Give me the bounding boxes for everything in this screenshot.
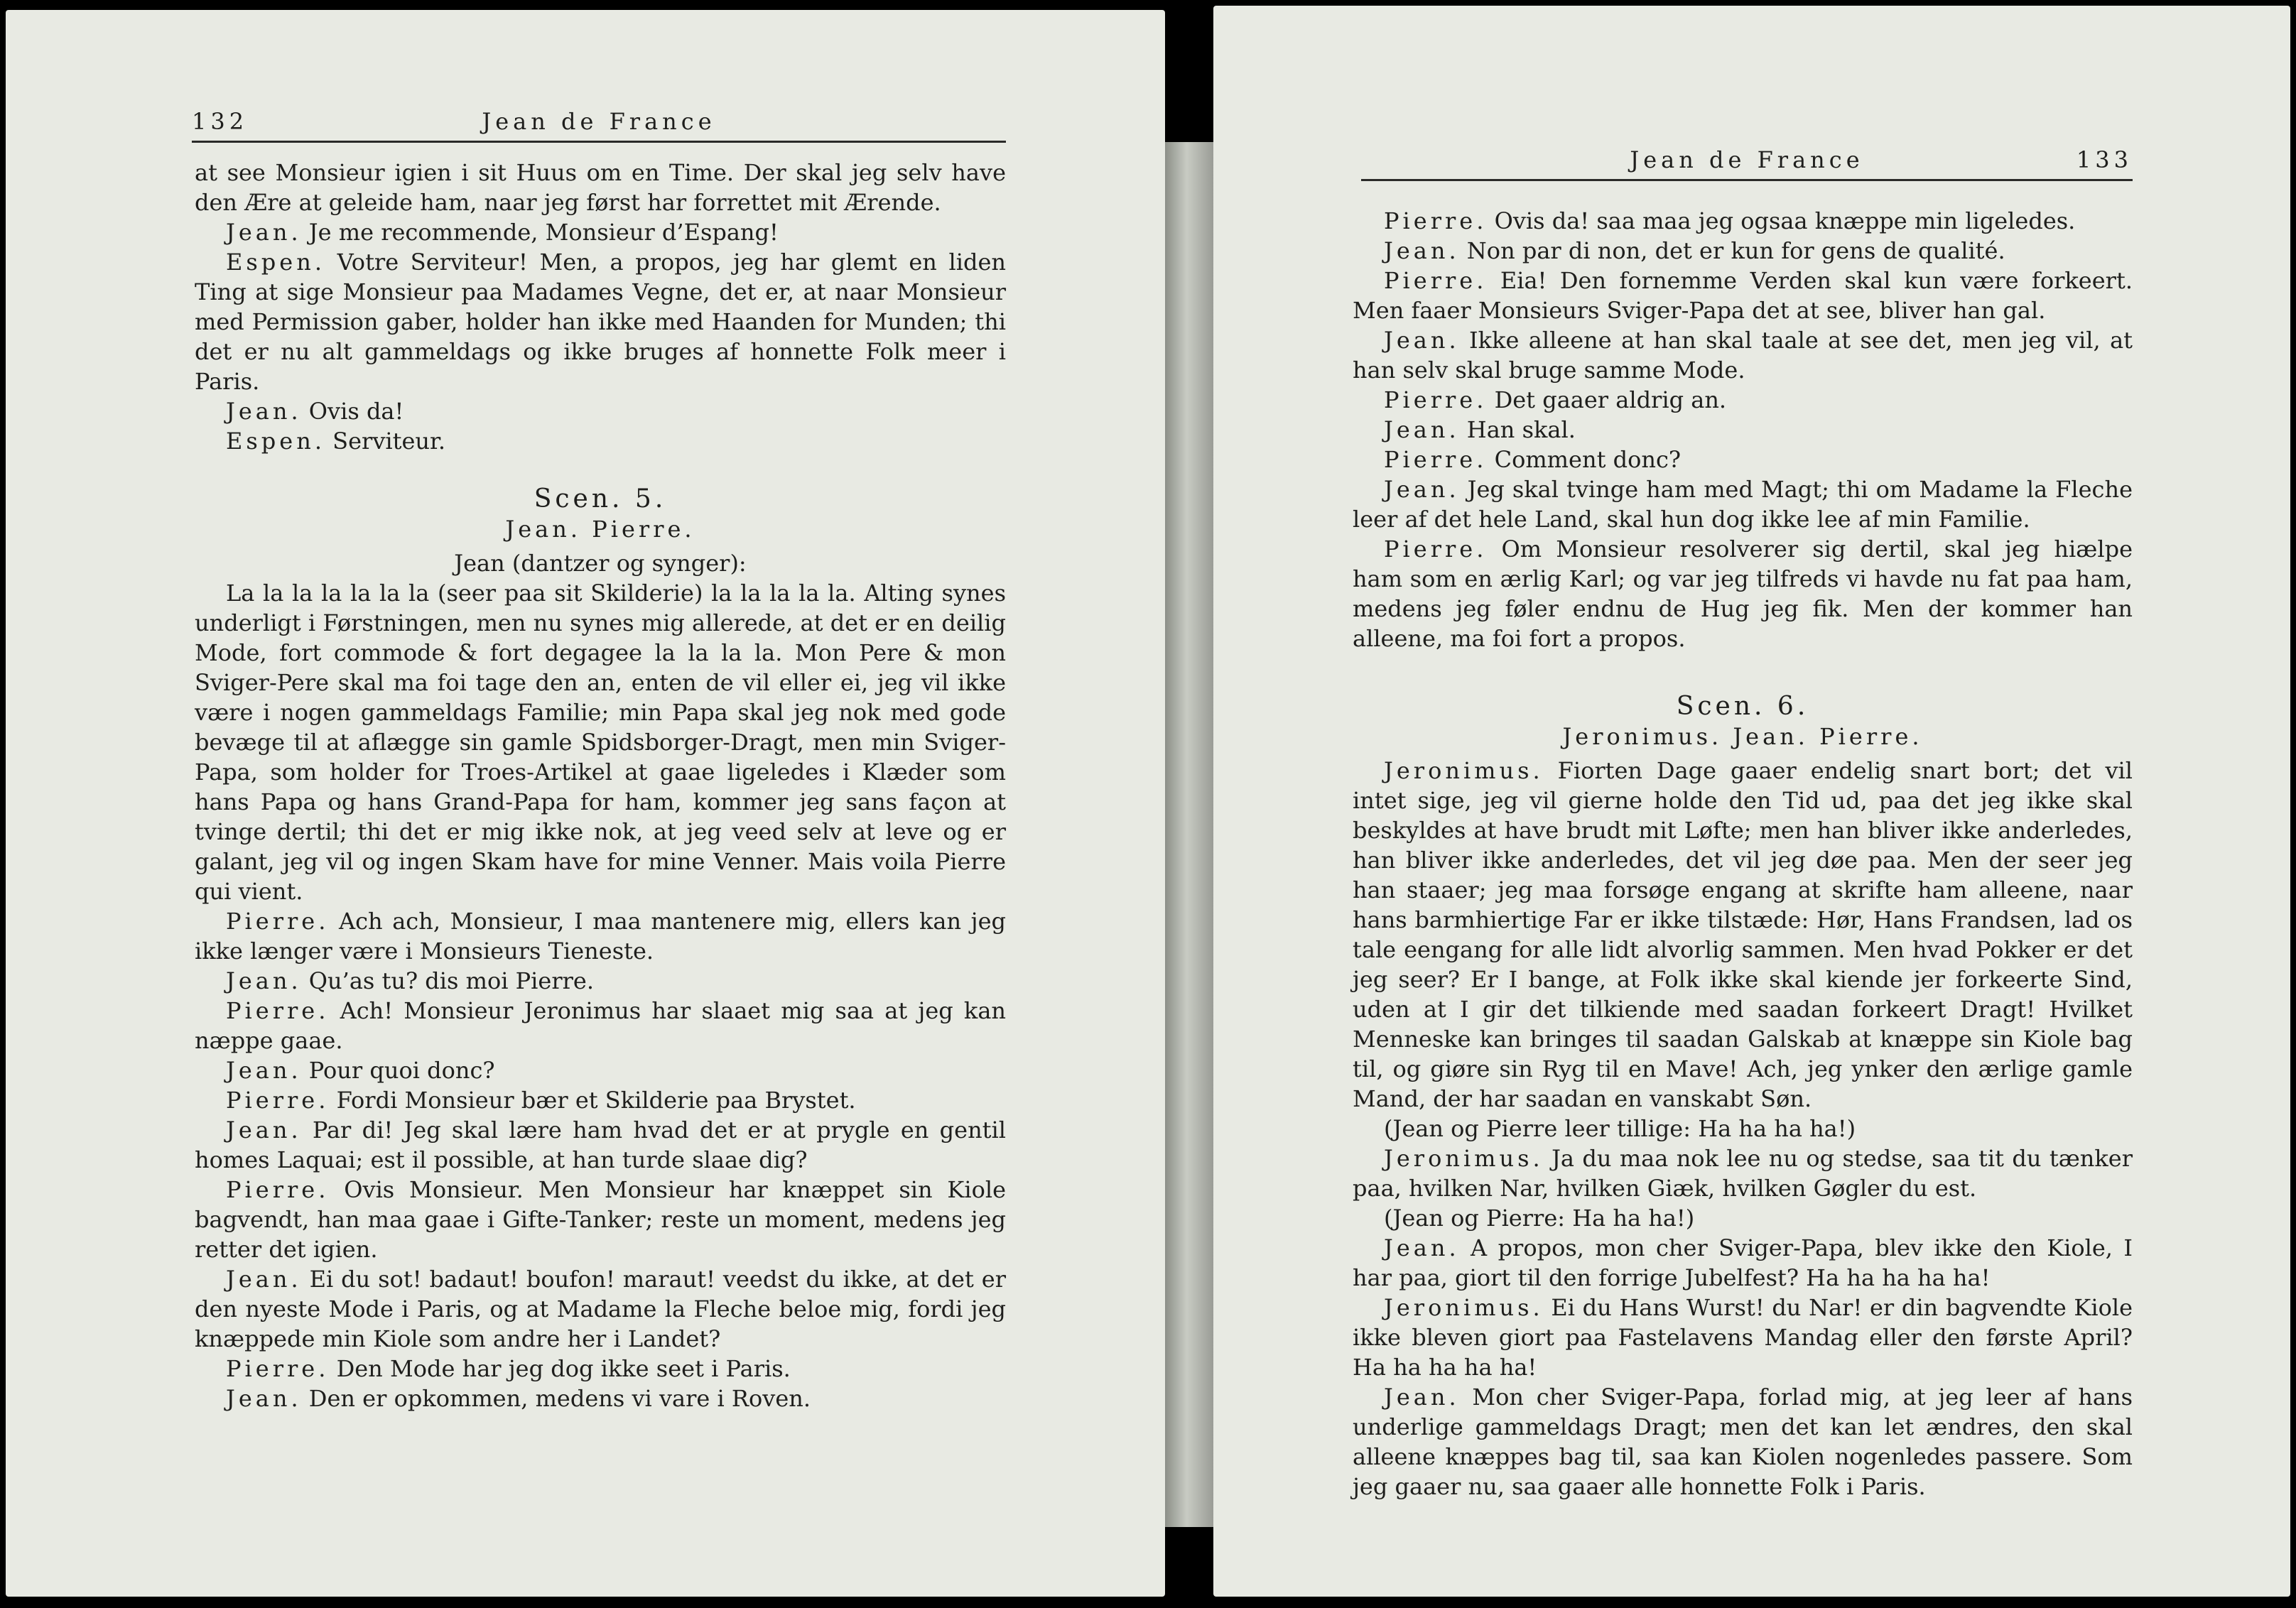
dialogue-text: Ach ach, Monsieur, I maa mantenere mig, ellers kan jeg ikke længer være i Monsieurs Tieneste.	[195, 908, 1007, 965]
left-page	[6, 10, 1165, 1597]
speaker-name: Jean.	[1384, 476, 1460, 503]
dialogue-paragraph	[195, 1055, 1006, 1085]
right-page-header	[1361, 146, 2133, 182]
speaker-name: Pierre.	[1384, 446, 1488, 473]
dialogue-paragraph	[1353, 236, 2133, 266]
gutter-shadow	[1165, 10, 1213, 142]
dialogue-text: Fiorten Dage gaaer endelig snart bort; det vil intet sige, jeg vil gierne holde den Tid ud, paa det jeg ikke skal beskyldes at have brudt mit Løfte; men han bliver ikke anderledes, han bliver ikke anderledes, det vil jeg døe paa. Men der seer jeg han staaer; jeg maa forsøge engang at skrifte ham alleene, naar hans barmhiertige Far er ikke tilstæde: Hør, Hans Frandsen, lad os tale eengang for alle lidt alvorlig sammen. Men hvad Pokker er det jeg seer? Er I bange, at Folk ikke skal kiende jer forkeerte Sind, uden at I gir det tilkiende med saadan forkeert Dragt! Hvilket Menneske kan bringes til saadan Galskab at knæppe sin Kiole bag til, og giøre sin Ryg til en Mave! Ach, jeg ynker den ærlige gamle Mand, der har saadan en vanskabt Søn.	[1353, 757, 2133, 1112]
dialogue-text: Den Mode har jeg dog ikke seet i Paris.	[336, 1355, 791, 1382]
speaker-name: Jean.	[1384, 1234, 1460, 1261]
dialogue-text: Qu’as tu? dis moi Pierre.	[308, 967, 595, 994]
dialogue-text: Comment donc?	[1494, 446, 1682, 473]
dialogue-text: Serviteur.	[332, 428, 445, 455]
dialogue-paragraph	[1353, 756, 2133, 1114]
speaker-name: Jean.	[226, 398, 302, 425]
dialogue-text: Votre Serviteur! Men, a propos, jeg har glemt en liden Ting at sige Monsieur paa Madames Vegne, det er, at naar Monsieur med Permission gaber, holder han ikke med Haanden for Munden; thi det er nu alt gammeldags og ikke bruges af honnette Folk meer i Paris.	[195, 249, 1007, 395]
stage-direction: Jean (dantzer og synger):	[454, 550, 747, 577]
dialogue-paragraph	[195, 1175, 1006, 1264]
speaker-name: Jean.	[1384, 1384, 1460, 1411]
scene-cast: Jean. Pierre.	[505, 516, 695, 543]
dialogue-paragraph	[195, 966, 1006, 996]
dialogue-text: Eia! Den fornemme Verden skal kun være forkeert. Men faaer Monsieurs Sviger-Papa det at see, bliver han gal.	[1353, 267, 2133, 324]
dialogue-text: Ja du maa nok lee nu og stedse, saa tit du tænker paa, hvilken Nar, hvilken Giæk, hvilken Gøgler du est.	[1353, 1145, 2133, 1202]
dialogue-paragraph	[195, 996, 1006, 1055]
dialogue-text: Ovis Monsieur. Men Monsieur har knæppet sin Kiole bagvendt, han maa gaae i Gifte-Tanker; reste un moment, medens jeg retter det igien.	[195, 1176, 1007, 1263]
speaker-name: Jeronimus.	[1384, 1145, 1544, 1172]
book-gutter	[1165, 142, 1213, 1527]
speaker-name: Espen.	[226, 428, 325, 455]
dialogue-text: Ikke alleene at han skal taale at see det, men jeg vil, at han selv skal bruge samme Mode.	[1353, 327, 2133, 384]
dialogue-paragraph	[1353, 1203, 2133, 1233]
scene-title: Scen. 6.	[1676, 692, 1809, 721]
speaker-name: Pierre.	[226, 908, 330, 935]
dialogue-paragraph	[195, 578, 1006, 906]
dialogue-paragraph	[195, 906, 1006, 966]
speaker-name: Jean.	[226, 1117, 302, 1143]
dialogue-text: Jeg skal tvinge ham med Magt; thi om Madame la Fleche leer af det hele Land, skal hun dog ikke lee af min Familie.	[1353, 476, 2133, 533]
speaker-name: Pierre.	[226, 1176, 330, 1203]
dialogue-paragraph	[1353, 415, 2133, 445]
dialogue-text: (Jean og Pierre: Ha ha ha!)	[1384, 1205, 1695, 1232]
dialogue-text: Han skal.	[1466, 416, 1576, 443]
speaker-name: Jean.	[226, 1385, 302, 1412]
dialogue-paragraph	[1353, 1382, 2133, 1501]
dialogue-paragraph	[1353, 385, 2133, 415]
right-page	[1213, 6, 2290, 1597]
left-page-header	[192, 108, 1006, 143]
dialogue-paragraph	[195, 426, 1006, 456]
dialogue-text: Ei du Hans Wurst! du Nar! er din bagvendte Kiole ikke bleven giort paa Fastelavens Mandag eller den første April? Ha ha ha ha ha!	[1353, 1294, 2133, 1381]
dialogue-paragraph	[195, 1085, 1006, 1115]
speaker-name: Pierre.	[226, 1355, 330, 1382]
speaker-name: Pierre.	[1384, 207, 1488, 234]
dialogue-text: Non par di non, det er kun for gens de qualité.	[1466, 237, 2005, 264]
speaker-name: Pierre.	[226, 997, 330, 1024]
dialogue-paragraph	[1353, 445, 2133, 474]
dialogue-paragraph	[1353, 266, 2133, 325]
dialogue-paragraph	[1353, 474, 2133, 534]
speaker-name: Jean.	[226, 1266, 302, 1293]
dialogue-paragraph	[195, 1384, 1006, 1413]
dialogue-text: at see Monsieur igien i sit Huus om en Time. Der skal jeg selv have den Ære at geleide ham, naar jeg først har forrettet mit Ærende.	[195, 159, 1006, 216]
dialogue-text: La la la la la la la (seer paa sit Skilderie) la la la la la. Alting synes underligt i Førstningen, men nu synes mig allerede, at det er en deilig Mode, fort commode & fort degagee la la la la. Mon Pere & mon Sviger-Pere skal ma foi tage den an, enten de vil eller ei, jeg vil ikke være i nogen gammeldags Familie; min Papa skal jeg nok med gode bevæge til at aflægge sin gamle Spidsborger-Dragt, men min Sviger-Papa, som holder for Troes-Artikel at gaae ligeledes i Klæder som hans Papa og hans Grand-Papa for ham, kommer jeg sans façon at tvinge dertil; thi det er mig ikke nok, at jeg veed selv at leve og er galant, jeg vil og ingen Skam have for mine Venner. Mais voila Pierre qui vient.	[195, 580, 1006, 905]
dialogue-paragraph	[1353, 325, 2133, 385]
page-number: 132	[192, 108, 249, 135]
dialogue-text: Par di! Jeg skal lære ham hvad det er at prygle en gentil homes Laquai; est il possible, at han turde slaae dig?	[195, 1117, 1006, 1173]
dialogue-paragraph	[1353, 206, 2133, 236]
speaker-name: Jean.	[1384, 237, 1460, 264]
dialogue-paragraph	[1353, 1143, 2133, 1203]
running-title: Jean de France	[482, 108, 716, 135]
speaker-name: Jean.	[226, 967, 302, 994]
speaker-name: Pierre.	[1384, 536, 1488, 563]
dialogue-paragraph	[195, 158, 1006, 217]
speaker-name: Jean.	[226, 219, 302, 246]
dialogue-paragraph	[1353, 1114, 2133, 1143]
speaker-name: Jean.	[1384, 416, 1460, 443]
speaker-name: Jean.	[226, 1057, 302, 1084]
speaker-name: Pierre.	[1384, 267, 1488, 294]
right-page-text	[1353, 206, 2133, 1501]
dialogue-text: Je me recommende, Monsieur d’Espang!	[308, 219, 779, 246]
dialogue-paragraph	[195, 1354, 1006, 1384]
speaker-name: Pierre.	[226, 1087, 330, 1114]
dialogue-paragraph	[195, 1115, 1006, 1175]
dialogue-text: Pour quoi donc?	[308, 1057, 495, 1084]
speaker-name: Jeronimus.	[1384, 757, 1544, 784]
dialogue-text: Fordi Monsieur bær et Skilderie paa Brystet.	[336, 1087, 856, 1114]
dialogue-paragraph	[1353, 534, 2133, 653]
speaker-name: Pierre.	[1384, 386, 1488, 413]
dialogue-paragraph	[195, 1264, 1006, 1354]
dialogue-text: Ei du sot! badaut! boufon! maraut! veedst du ikke, at det er den nyeste Mode i Paris, og at Madame la Fleche beloe mig, fordi jeg knæppede min Kiole som andre her i Landet?	[195, 1266, 1007, 1352]
dialogue-paragraph	[195, 396, 1006, 426]
dialogue-text: Den er opkommen, medens vi vare i Roven.	[308, 1385, 811, 1412]
dialogue-paragraph	[1353, 1233, 2133, 1293]
dialogue-text: Om Monsieur resolverer sig dertil, skal jeg hiælpe ham som en ærlig Karl; og var jeg tilfreds vi havde nu fat paa ham, medens jeg føler endnu de Hug jeg fik. Men der kommer han alleene, ma foi fort a propos.	[1353, 536, 2133, 652]
dialogue-text: Ach! Monsieur Jeronimus har slaaet mig saa at jeg kan næppe gaae.	[195, 997, 1007, 1054]
scene-title: Scen. 5.	[534, 484, 667, 514]
dialogue-text: A propos, mon cher Sviger-Papa, blev ikke den Kiole, I har paa, giort til den forrige Jubelfest? Ha ha ha ha ha!	[1353, 1234, 2133, 1291]
dialogue-text: Det gaaer aldrig an.	[1494, 386, 1727, 413]
dialogue-paragraph	[195, 217, 1006, 247]
speaker-name: Jeronimus.	[1384, 1294, 1544, 1321]
left-page-text	[195, 158, 1006, 1413]
dialogue-paragraph	[195, 247, 1006, 396]
dialogue-text: Ovis da!	[308, 398, 404, 425]
speaker-name: Espen.	[226, 249, 325, 276]
running-title: Jean de France	[1630, 146, 1864, 173]
header-rule	[1361, 179, 2133, 181]
dialogue-text: (Jean og Pierre leer tillige: Ha ha ha ha!)	[1384, 1115, 1856, 1142]
header-rule	[192, 141, 1006, 143]
dialogue-paragraph	[1353, 1293, 2133, 1382]
dialogue-text: Ovis da! saa maa jeg ogsaa knæppe min ligeledes.	[1494, 207, 2076, 234]
dialogue-text: Mon cher Sviger-Papa, forlad mig, at jeg leer af hans underlige gammeldags Dragt; men det kan let ændres, den skal alleene knæppes bag til, saa kan Kiolen nogenledes passere. Som jeg gaaer nu, saa gaaer alle honnette Folk i Paris.	[1353, 1384, 2133, 1500]
page-number: 133	[2076, 146, 2133, 173]
speaker-name: Jean.	[1384, 327, 1460, 354]
scene-cast: Jeronimus. Jean. Pierre.	[1562, 723, 1923, 750]
